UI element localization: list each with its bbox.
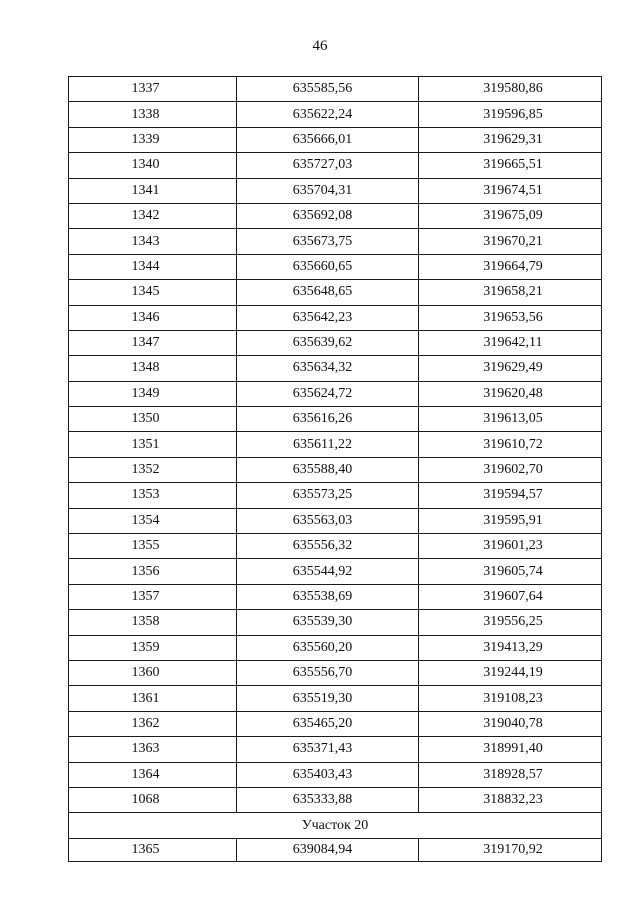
point-number-cell: 1360 [69,660,237,685]
table-row [69,635,602,660]
point-number-cell: 1364 [69,762,237,787]
y-coordinate-cell: 319629,31 [419,127,602,152]
table-row [69,102,602,127]
x-coordinate-cell: 635465,20 [237,711,419,736]
table-row [69,483,602,508]
y-coordinate-cell: 319595,91 [419,508,602,533]
y-coordinate-cell: 319642,11 [419,330,602,355]
table-row [69,77,602,102]
table-row [69,280,602,305]
table-row [69,356,602,381]
point-number-cell: 1362 [69,711,237,736]
table-row [69,711,602,736]
y-coordinate-cell: 318832,23 [419,787,602,812]
x-coordinate-cell: 635538,69 [237,584,419,609]
table-row [69,787,602,812]
point-number-cell: 1349 [69,381,237,406]
table-row [69,407,602,432]
y-coordinate-cell: 319108,23 [419,686,602,711]
y-coordinate-cell: 319675,09 [419,203,602,228]
x-coordinate-cell: 635673,75 [237,229,419,254]
point-number-cell: 1341 [69,178,237,203]
point-number-cell: 1346 [69,305,237,330]
y-coordinate-cell: 319601,23 [419,534,602,559]
table-row [69,686,602,711]
table-row [69,737,602,762]
point-number-cell: 1361 [69,686,237,711]
x-coordinate-cell: 635333,88 [237,787,419,812]
y-coordinate-cell: 319556,25 [419,610,602,635]
point-number-cell: 1356 [69,559,237,584]
table-row [69,610,602,635]
x-coordinate-cell: 635519,30 [237,686,419,711]
point-number-cell: 1353 [69,483,237,508]
y-coordinate-cell: 319413,29 [419,635,602,660]
y-coordinate-cell: 319580,86 [419,77,602,102]
x-coordinate-cell: 635544,92 [237,559,419,584]
point-number-cell: 1352 [69,457,237,482]
point-number-cell: 1340 [69,153,237,178]
y-coordinate-cell: 319607,64 [419,584,602,609]
point-number-cell: 1337 [69,77,237,102]
table-row [69,508,602,533]
point-number-cell: 1355 [69,534,237,559]
table-row [69,762,602,787]
y-coordinate-cell: 319658,21 [419,280,602,305]
y-coordinate-cell: 319620,48 [419,381,602,406]
x-coordinate-cell: 635666,01 [237,127,419,152]
table-row [69,178,602,203]
y-coordinate-cell: 319653,56 [419,305,602,330]
y-coordinate-cell: 319610,72 [419,432,602,457]
table-row [69,153,602,178]
table-row [69,534,602,559]
y-coordinate-cell: 319040,78 [419,711,602,736]
point-number-cell: 1365 [69,838,237,861]
point-number-cell: 1354 [69,508,237,533]
point-number-cell: 1359 [69,635,237,660]
x-coordinate-cell: 635371,43 [237,737,419,762]
point-number-cell: 1348 [69,356,237,381]
y-coordinate-cell: 319665,51 [419,153,602,178]
table-row [69,203,602,228]
x-coordinate-cell: 635660,65 [237,254,419,279]
y-coordinate-cell: 319244,19 [419,660,602,685]
y-coordinate-cell: 319602,70 [419,457,602,482]
coordinates-table [68,76,602,862]
x-coordinate-cell: 635556,32 [237,534,419,559]
point-number-cell: 1363 [69,737,237,762]
table-row [69,584,602,609]
point-number-cell: 1344 [69,254,237,279]
x-coordinate-cell: 635539,30 [237,610,419,635]
x-coordinate-cell: 635560,20 [237,635,419,660]
coordinates-table-body [69,77,602,862]
page-number: 46 [312,38,328,54]
point-number-cell: 1345 [69,280,237,305]
point-number-cell: 1358 [69,610,237,635]
x-coordinate-cell: 635704,31 [237,178,419,203]
x-coordinate-cell: 635556,70 [237,660,419,685]
x-coordinate-cell: 635634,32 [237,356,419,381]
x-coordinate-cell: 635624,72 [237,381,419,406]
y-coordinate-cell: 319674,51 [419,178,602,203]
table-row [69,559,602,584]
x-coordinate-cell: 635585,56 [237,77,419,102]
y-coordinate-cell: 318928,57 [419,762,602,787]
point-number-cell: 1338 [69,102,237,127]
section-header-row [69,813,602,838]
table-row [69,127,602,152]
x-coordinate-cell: 635639,62 [237,330,419,355]
x-coordinate-cell: 635573,25 [237,483,419,508]
x-coordinate-cell: 635648,65 [237,280,419,305]
point-number-cell: 1342 [69,203,237,228]
x-coordinate-cell: 635692,08 [237,203,419,228]
y-coordinate-cell: 319596,85 [419,102,602,127]
point-number-cell: 1343 [69,229,237,254]
y-coordinate-cell: 319670,21 [419,229,602,254]
y-coordinate-cell: 319170,92 [419,838,602,861]
table-row [69,838,602,861]
y-coordinate-cell: 318991,40 [419,737,602,762]
point-number-cell: 1350 [69,407,237,432]
point-number-cell: 1068 [69,787,237,812]
x-coordinate-cell: 635616,26 [237,407,419,432]
section-title: Участок 20 [69,813,602,838]
x-coordinate-cell: 635403,43 [237,762,419,787]
table-row [69,330,602,355]
y-coordinate-cell: 319605,74 [419,559,602,584]
x-coordinate-cell: 635727,03 [237,153,419,178]
y-coordinate-cell: 319594,57 [419,483,602,508]
x-coordinate-cell: 639084,94 [237,838,419,861]
table-row [69,254,602,279]
x-coordinate-cell: 635588,40 [237,457,419,482]
table-row [69,229,602,254]
point-number-cell: 1351 [69,432,237,457]
point-number-cell: 1347 [69,330,237,355]
table-row [69,432,602,457]
table-row [69,660,602,685]
y-coordinate-cell: 319629,49 [419,356,602,381]
table-row [69,457,602,482]
y-coordinate-cell: 319613,05 [419,407,602,432]
table-row [69,305,602,330]
x-coordinate-cell: 635563,03 [237,508,419,533]
x-coordinate-cell: 635622,24 [237,102,419,127]
y-coordinate-cell: 319664,79 [419,254,602,279]
point-number-cell: 1357 [69,584,237,609]
x-coordinate-cell: 635611,22 [237,432,419,457]
x-coordinate-cell: 635642,23 [237,305,419,330]
point-number-cell: 1339 [69,127,237,152]
table-row [69,381,602,406]
